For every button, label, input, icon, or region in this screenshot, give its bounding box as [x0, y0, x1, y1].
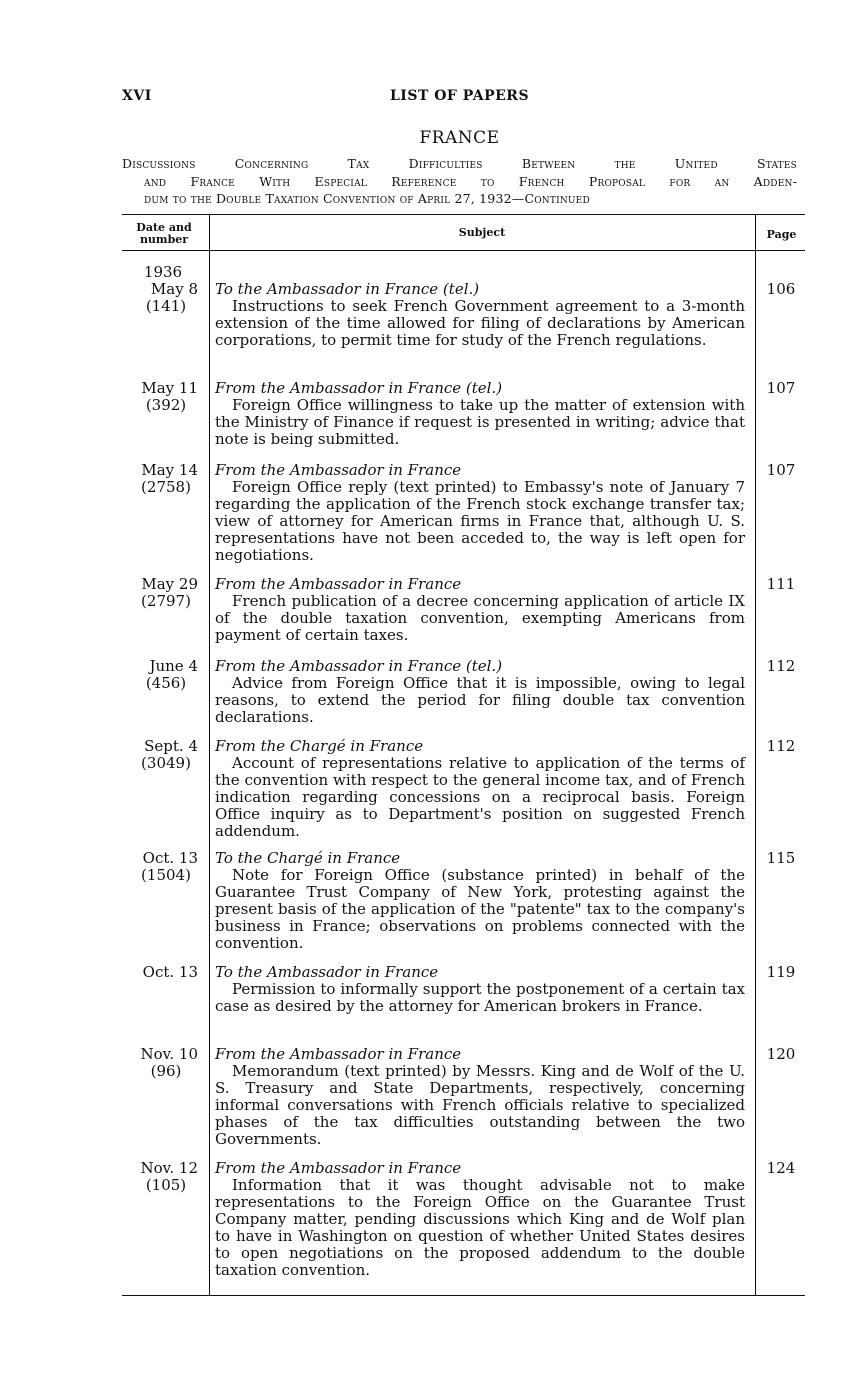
entry-page: 124: [766, 1159, 796, 1177]
entry-number: (456): [145, 674, 187, 692]
entry-addressee: From the Ambassador in France: [215, 1045, 462, 1063]
column-divider-date: [209, 214, 210, 1296]
table-top-rule: [122, 214, 805, 215]
entry-text: Permission to informally support the postponement of a certain tax case as desired by the attorney for American brokers in France.: [215, 980, 745, 1015]
entry-date-cell: [122, 462, 198, 496]
entry-number: (392): [145, 396, 187, 414]
column-header-date-line-2: number: [139, 233, 189, 246]
entry-addressee: To the Chargé in France: [215, 849, 401, 867]
entry-subject-cell: [215, 658, 745, 726]
column-header-date: [122, 222, 206, 246]
entry-addressee: To the Ambassador in France (tel.): [215, 280, 480, 298]
entry-text: Information that it was thought advisable not to make representations to the Foreign Office on the Guarantee Trust Company matter, pending discussions which King and de Wolf plan to have in Washington on question of whether United States desires to open negotiations on the proposed addendum to the double taxation convention.: [215, 1176, 745, 1279]
entry-text: Note for Foreign Office (substance printed) in behalf of the Guarantee Trust Company of New York, protesting against the present basis of the application of the "patente" tax to the company's business in France; observations on problems connected with the convention.: [215, 866, 745, 952]
entry-date: May 14: [141, 461, 198, 479]
entry-page: 107: [766, 461, 796, 479]
section-heading-line-3: dum to the Double Taxation Convention of April 27, 1932—Continued: [144, 191, 590, 206]
entry-number: (96): [150, 1062, 182, 1080]
entry-date: May 8: [150, 280, 198, 298]
entry-date: May 11: [141, 379, 198, 397]
entry-page: 111: [766, 575, 796, 593]
entry-addressee: From the Ambassador in France (tel.): [215, 379, 503, 397]
column-divider-page: [755, 214, 756, 1296]
entry-date: Nov. 10: [140, 1045, 198, 1063]
section-heading: [122, 155, 797, 208]
entry-addressee: To the Ambassador in France: [215, 963, 439, 981]
entry-page: 120: [766, 1045, 796, 1063]
entry-number: (141): [145, 297, 187, 315]
section-heading-line-1: Discussions Concerning Tax Difficulties Between the United States: [122, 156, 797, 171]
entry-addressee: From the Ambassador in France: [215, 461, 462, 479]
entry-subject-cell: [215, 850, 745, 952]
entry-date-cell: [122, 850, 198, 884]
entry-date-cell: [122, 1160, 198, 1194]
entry-date: May 29: [141, 575, 198, 593]
entry-page: 112: [766, 657, 796, 675]
entry-page: 107: [766, 379, 796, 397]
entry-text: Memorandum (text printed) by Messrs. King and de Wolf of the U. S. Treasury and State Departments, respectively, concerning informal conversations with French officials relative to specialized phases of the tax difficulties outstanding between the two Governments.: [215, 1062, 745, 1148]
entry-addressee: From the Chargé in France: [215, 737, 424, 755]
entry-page: 106: [766, 280, 796, 298]
country-heading: FRANCE: [419, 128, 500, 148]
entry-date-cell: [122, 264, 198, 315]
entry-text: French publication of a decree concerning application of article IX of the double taxation convention, exempting Americans from payment of certain taxes.: [215, 592, 745, 644]
entry-date-cell: [122, 658, 198, 692]
entry-subject-cell: [215, 1160, 745, 1279]
section-heading-line-2: and France With Especial Reference to French Proposal for an Adden-: [144, 173, 797, 189]
entry-date-cell: [122, 380, 198, 414]
page-number: XVI: [122, 88, 152, 104]
entry-text: Account of representations relative to application of the terms of the convention with respect to the general income tax, and of French indication regarding concessions on a reciprocal basis. Foreign Office inquiry as to Department's position on suggested French addendum.: [215, 754, 745, 840]
running-head: [122, 88, 797, 108]
running-title: LIST OF PAPERS: [389, 88, 530, 104]
entry-number: (3049): [141, 754, 191, 772]
entry-year: 1936: [143, 263, 183, 281]
column-header-page: Page: [766, 228, 797, 241]
entry-page: 115: [766, 849, 796, 867]
entry-addressee: From the Ambassador in France (tel.): [215, 657, 503, 675]
entry-page: 112: [766, 737, 796, 755]
entry-page: 119: [766, 963, 796, 981]
entry-subject-cell: [215, 1046, 745, 1148]
entry-number: (105): [145, 1176, 187, 1194]
entry-subject-cell: [215, 380, 745, 448]
entry-addressee: From the Ambassador in France: [215, 1159, 462, 1177]
entry-date: Oct. 13: [142, 849, 198, 867]
entry-date-cell: [122, 576, 198, 610]
entry-text: Foreign Office willingness to take up the matter of extension with the Ministry of Finance if request is presented in writing; advice that note is being submitted.: [215, 396, 745, 448]
entry-date-cell: [122, 964, 198, 981]
entry-subject-cell: [215, 462, 745, 564]
entry-date: Nov. 12: [140, 1159, 198, 1177]
entry-addressee: From the Ambassador in France: [215, 575, 462, 593]
entry-date-cell: [122, 738, 198, 772]
entry-number: (2797): [141, 592, 191, 610]
papers-table: [122, 214, 805, 1296]
column-header-subject: Subject: [458, 226, 506, 239]
entry-text: Foreign Office reply (text printed) to Embassy's note of January 7 regarding the application of the French stock exchange transfer tax; view of attorney for American firms in France that, although U. S. representations have not been acceded to, the way is left open for negotiations.: [215, 478, 745, 564]
entry-subject-cell: [215, 281, 745, 349]
table-bottom-rule: [122, 1295, 805, 1296]
column-header-date-line-1: Date and: [136, 221, 192, 234]
entry-text: Instructions to seek French Government agreement to a 3-month extension of the time allowed for filing of declarations by American corporations, to permit time for study of the French regulations.: [215, 297, 745, 349]
entry-subject-cell: [215, 576, 745, 644]
entry-subject-cell: [215, 964, 745, 1015]
entry-date: Sept. 4: [144, 737, 198, 755]
entry-number: (1504): [141, 866, 191, 884]
entry-text: Advice from Foreign Office that it is impossible, owing to legal reasons, to extend the period for filing double tax convention declarations.: [215, 674, 745, 726]
entry-number: (2758): [141, 478, 191, 496]
table-header-rule: [122, 250, 805, 251]
entry-date: June 4: [149, 657, 198, 675]
entry-date-cell: [122, 1046, 198, 1080]
entry-date: Oct. 13: [142, 963, 198, 981]
entry-subject-cell: [215, 738, 745, 840]
